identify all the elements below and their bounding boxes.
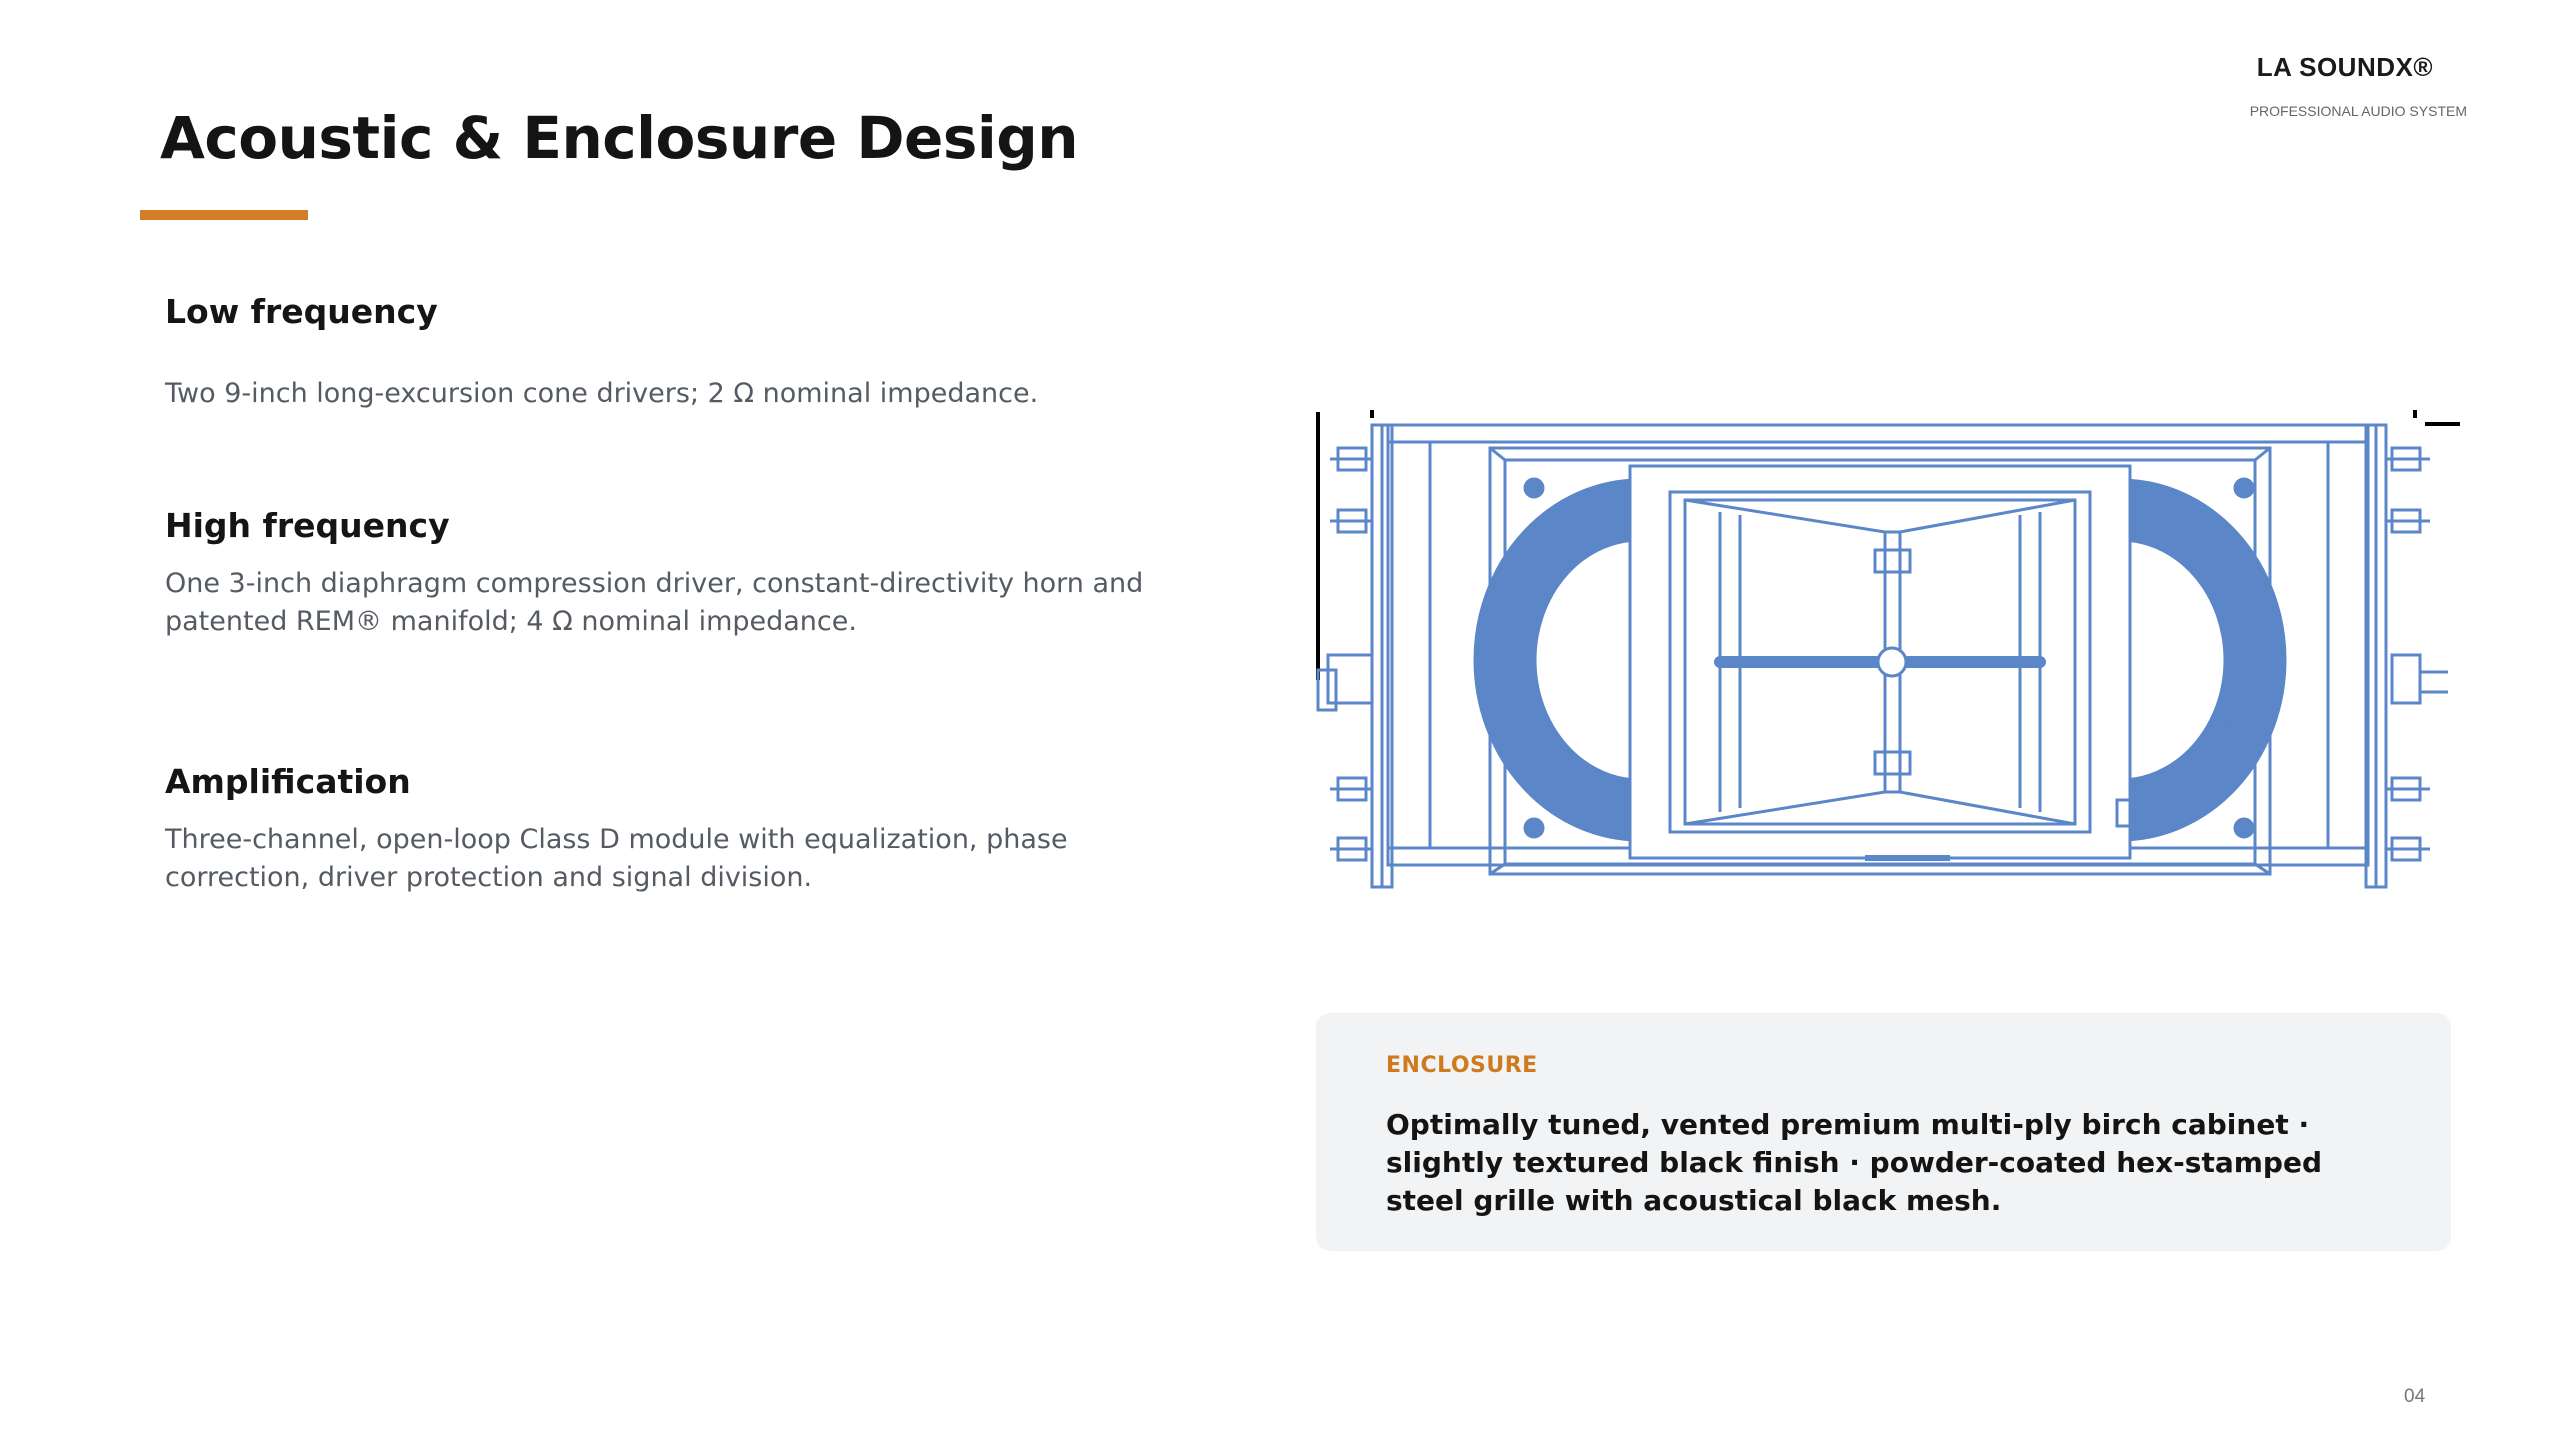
woofer-right bbox=[2120, 480, 2285, 840]
spec-text: One 3-inch diaphragm compression driver, constant-directivity horn and patented REM® manifold; 4 Ω nominal impedance. bbox=[165, 568, 1144, 637]
spec-heading: Amplification bbox=[165, 762, 411, 801]
page-title: Acoustic & Enclosure Design bbox=[160, 104, 1079, 172]
rigging-left bbox=[1318, 448, 1372, 860]
title-accent-rule bbox=[140, 210, 308, 220]
spec-text: Three-channel, open-loop Class D module with equalization, phase correction, driver protection and signal division. bbox=[165, 824, 1068, 893]
spec-low-frequency bbox=[165, 292, 1165, 413]
spec-text: Two 9-inch long-excursion cone drivers; 2 Ω nominal impedance. bbox=[165, 378, 1039, 409]
spec-heading: High frequency bbox=[165, 506, 450, 545]
spec-amplification bbox=[165, 762, 1165, 897]
brand-block bbox=[2250, 52, 2467, 119]
brand-logo-text: LA SOUNDX® bbox=[2256, 52, 2433, 82]
page-number: 04 bbox=[2404, 1386, 2426, 1407]
speaker-technical-drawing bbox=[1300, 400, 2460, 900]
woofer-left bbox=[1475, 480, 1640, 840]
rigging-right bbox=[2386, 448, 2448, 860]
spec-heading: Low frequency bbox=[165, 292, 438, 331]
callout-label: ENCLOSURE bbox=[1386, 1053, 1538, 1078]
enclosure-callout bbox=[1316, 1013, 2451, 1251]
brand-tagline: PROFESSIONAL AUDIO SYSTEM bbox=[2249, 103, 2467, 119]
callout-text: Optimally tuned, vented premium multi-ply birch cabinet · slightly textured black finish · powder-coated hex-stamped steel grille with acoustical black mesh. bbox=[1386, 1108, 2322, 1217]
spec-high-frequency bbox=[165, 506, 1165, 641]
